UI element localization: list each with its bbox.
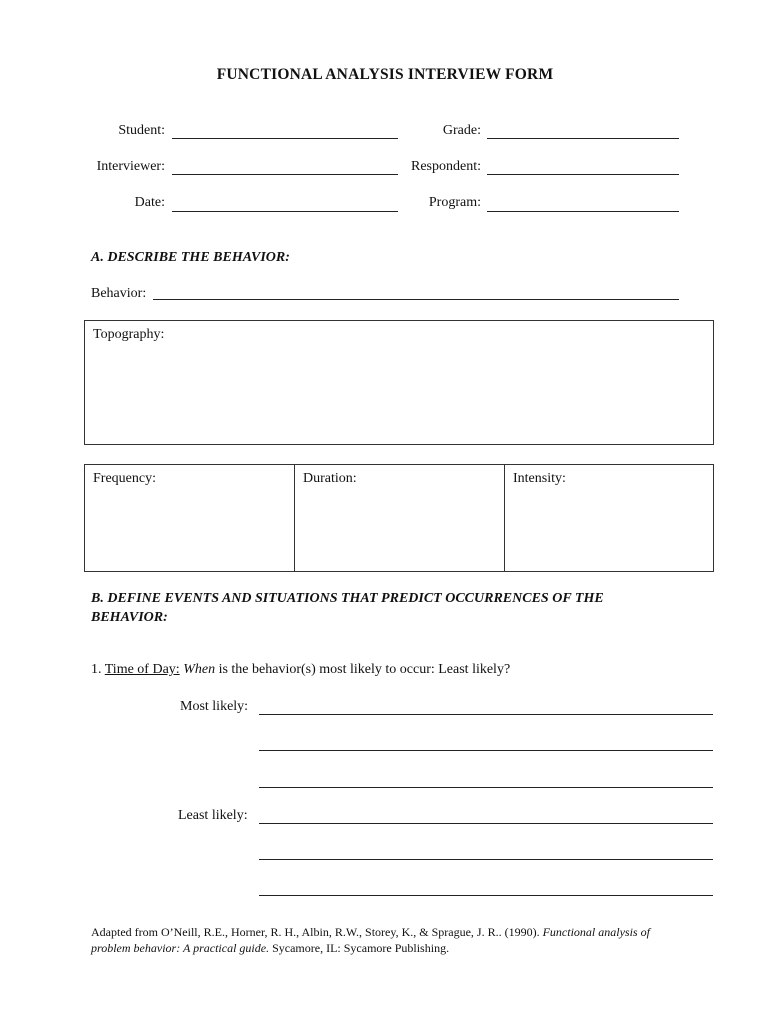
interviewer-field[interactable] — [172, 174, 398, 175]
topography-label: Topography: — [93, 327, 165, 342]
question-1 — [91, 662, 510, 678]
least-likely-line-2[interactable] — [259, 859, 713, 860]
grade-field[interactable] — [487, 138, 679, 139]
least-likely-line-1[interactable] — [259, 823, 713, 824]
behavior-label: Behavior: — [91, 286, 147, 301]
most-likely-label: Most likely: — [180, 699, 249, 714]
least-likely-line-3[interactable] — [259, 895, 713, 896]
program-label: Program: — [428, 195, 481, 210]
citation-authors: Adapted from O’Neill, R.E., Horner, R. H., Albin, R.W., Storey, K., & Sprague, J. R.. (1990). — [91, 925, 543, 939]
question-text: is the behavior(s) most likely to occur: Least likely? — [215, 662, 511, 677]
respondent-field[interactable] — [487, 174, 679, 175]
measures-table — [84, 464, 714, 572]
student-field[interactable] — [172, 138, 398, 139]
topography-box[interactable] — [84, 320, 714, 445]
grade-label: Grade: — [442, 123, 481, 138]
section-b-heading-cont: BEHAVIOR: — [91, 610, 168, 625]
behavior-field[interactable] — [153, 299, 679, 300]
interviewer-label: Interviewer: — [96, 159, 165, 174]
most-likely-line-1[interactable] — [259, 714, 713, 715]
date-label: Date: — [134, 195, 165, 210]
question-topic: Time of Day: — [104, 662, 180, 677]
least-likely-label: Least likely: — [178, 808, 248, 823]
student-label: Student: — [118, 123, 165, 138]
respondent-label: Respondent: — [411, 159, 481, 174]
most-likely-line-3[interactable] — [259, 787, 713, 788]
citation-publisher: Sycamore, IL: Sycamore Publishing. — [269, 941, 450, 955]
citation-title-end: problem behavior: A practical guide. — [91, 941, 270, 955]
intensity-cell[interactable] — [505, 465, 713, 571]
intensity-label: Intensity: — [513, 471, 566, 486]
duration-label: Duration: — [303, 471, 357, 486]
most-likely-line-2[interactable] — [259, 750, 713, 751]
citation — [91, 924, 711, 956]
section-b-heading: B. DEFINE EVENTS AND SITUATIONS THAT PREDICT OCCURRENCES OF THE — [91, 591, 604, 606]
section-a-heading: A. DESCRIBE THE BEHAVIOR: — [91, 250, 290, 265]
frequency-cell[interactable] — [85, 465, 294, 571]
question-when: When — [183, 662, 216, 677]
question-number: 1. — [91, 662, 105, 677]
program-field[interactable] — [487, 211, 679, 212]
form-title: FUNCTIONAL ANALYSIS INTERVIEW FORM — [216, 66, 554, 83]
frequency-label: Frequency: — [93, 471, 156, 486]
duration-cell[interactable] — [295, 465, 504, 571]
date-field[interactable] — [172, 211, 398, 212]
citation-title-start: Functional analysis of — [542, 925, 650, 939]
